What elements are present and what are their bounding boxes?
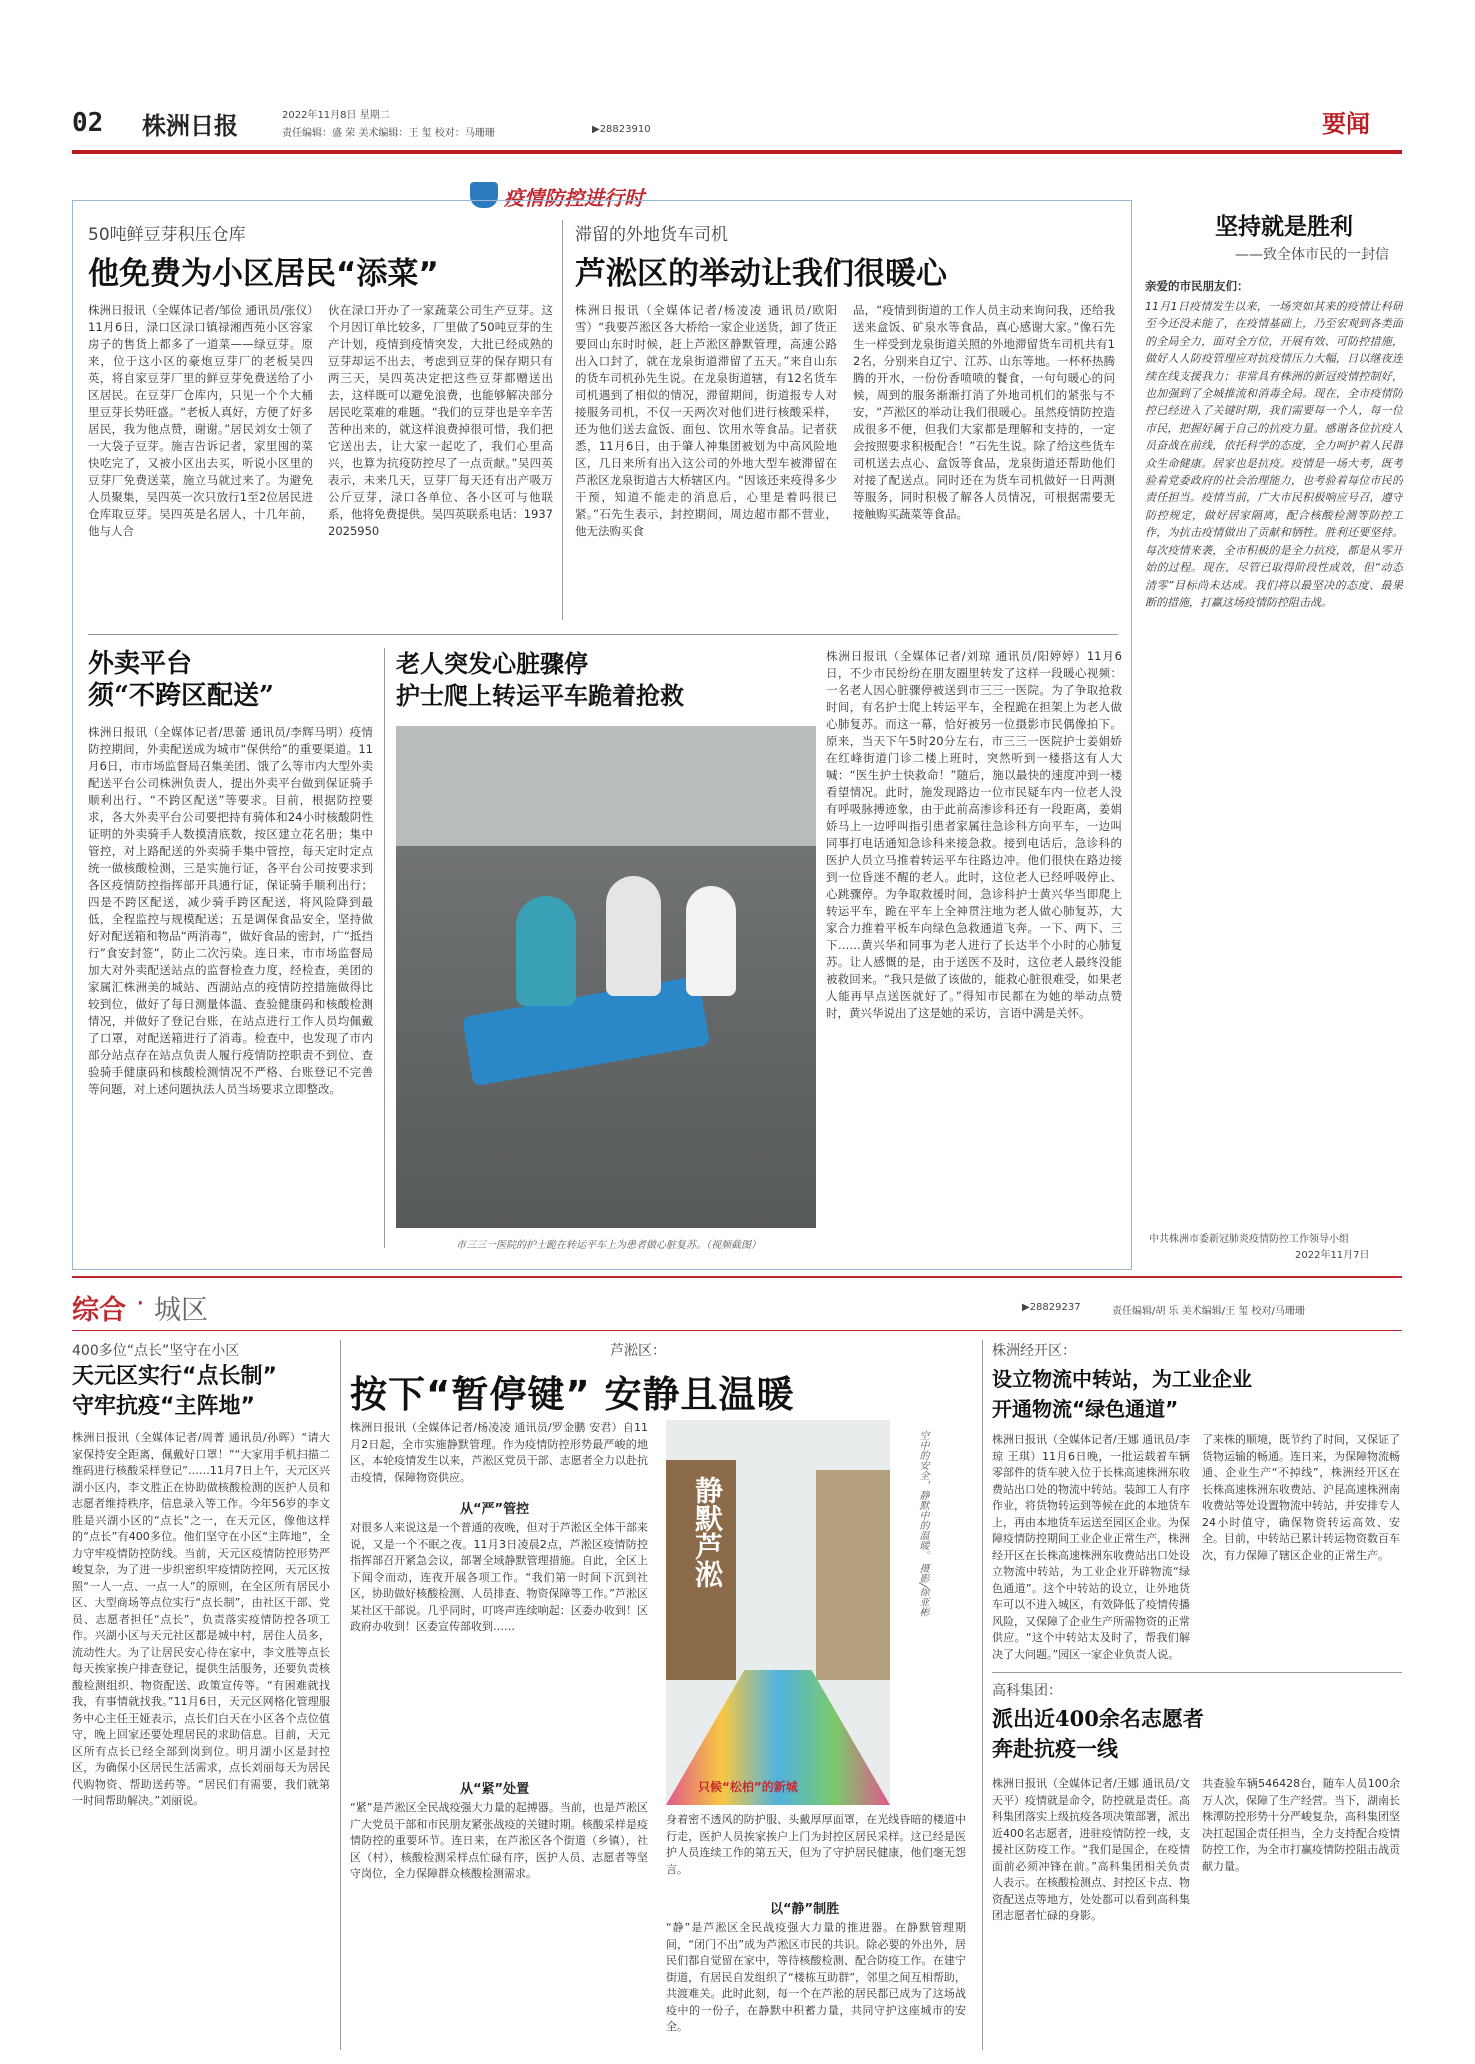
article-body: 株洲日报讯（全媒体记者/杨凌凌 通讯员/罗金鹏 安君）自11月2日起，全市实施静默管理。作为疫情防控形势最严峻的地区，本轮疫情发生以来，芦淞区党员干部、志愿者全力以赴抗击疫情，保障物资供应。 — [350, 1421, 648, 1484]
nurse-figure — [516, 896, 576, 1006]
column-rule — [340, 1340, 341, 2050]
section2-editors: 责任编辑/胡 乐 美术编辑/王 玺 校对/马珊珊 — [1112, 1306, 1305, 1317]
article-title: 老人突发心脏骤停 护士爬上转运平车跪着抢救 — [396, 650, 684, 710]
photo-nurse-cpr — [396, 726, 816, 1228]
article-body: 株洲日报讯（全媒体记者/杨凌凌 通讯员/欧阳雪）“我要芦淞区各大桥给一家企业送货，卸了货正要回山东时时候，赶上芦淞区静默管理，高速公路出入口封了，就在龙泉街道滞留了五天。”来自山东的货车司机孙先生说。在龙泉街道辖，有12名货车司机遇到了相似的情况，滞留期间，街道报专人对接服务司机，不仅一天两次对他们进行核酸采样，还为他们送去盒饭、面包、饮用水等食品。记者获悉，11月6日，由于肇人神集团被划为中高风险地区，几日来所有出入这公司的外地大型车被滞留在芦淞区龙泉街道古大桥辖区内。“因该还来疫得多少干预，知道不能走的消息后，心里是着吗很已紧。”石先生表示，封控期间，周边超市都不营业，他无法购买食 — [575, 303, 837, 538]
page-number: 02 — [72, 108, 104, 138]
article-body: 株洲日报讯（全媒体记者/思蕾 通讯员/李辉马明）疫情防控期间，外卖配送成为城市“保供给”的重要渠道。11月6日，市市场监督局召集美团、饿了么等市内大型外卖配送平台公司株洲负责人，提出外卖平台做到保证骑手顺利出行、“不跨区配送”等要求。目前，根据防控要求，各大外卖平台公司要把持有骑体和24小时核酸阴性证明的外卖骑手人数摸清底数，按区建立花名册；集中管控，对上路配送的外卖骑手集中管控，每天定时定点统一做核酸检测，三是实施行证，各平台公司按要求到各区疫情防控指挥部开具通行证，保证骑手顺利出行；四是不跨区配送，减少骑手跨区配送，将风险降到最低，全程监控与规模配送；五是调保食品安全，坚持做好对配送箱和物品“两消毒”，做好食品的密封，广“抵挡行”食安封签”，防止二次污染。连日来，市市场监督局加大对外卖配送站点的监督检查力度，经检查，美团的家属汇株洲美的城站、西湖站点的疫情防控措施做得比较到位，做好了每日测量体温、查验健康码和核酸检测情况，并做好了登记台账，在站点进行工作人员均佩戴了口罩，对配送箱进行了消毒。检查中，也发现了市内部分站点存在站点负责人履行疫情防控职责不到位、查验骑手健康码和核酸检测情况不严格、台账登记不完善等问题，对上述问题执法人员当场要求立即整改。 — [88, 725, 373, 1096]
article-b4 — [992, 1680, 1402, 2055]
article-kicker: 高科集团： — [992, 1683, 1062, 1699]
article-title: 他免费为小区居民“添菜” — [88, 256, 439, 292]
letter-signoff: 中共株洲市委新冠肺炎疫情防控工作领导小组 — [1149, 1234, 1349, 1245]
article-body: 株洲日报讯（全媒体记者/周菁 通讯员/孙晖）“请大家保持安全距离，佩戴好口罩！”“大家用手机扫描二维码进行核酸采样登记”……11月7日上午，天元区兴湖小区内，李文胜正在协助做核酸检测的医护人员和志愿者维持秩序，信息录入等工作。今年56岁的李文胜是兴湖小区的“点长”之一，在天元区，像他这样的“点长”有400多位。他们坚守在小区“主阵地”，全力守牢疫情防控防线。当前，天元区疫情防控形势严峻复杂，为了进一步织密织牢疫情防控网，天元区按照“一人一点、一点一人”的原则，在全区所有居民小区、大型商场等点位实行“点长制”，由社区干部、党员、志愿者担任“点长”，负责落实疫情防控各项工作。兴湖小区与天元社区都是城中村，居住人员多，流动性大。为了让居民安心待在家中，李文胜等点长每天挨家挨户排查登记，提供生活服务，还要负责核酸检测组织、物资配送、政策宣传等。“有困难就找我，有事情就找我。”11月6日，天元区网格化管理服务中心主任王娅表示，点长们白天在小区各个点位值守，晚上回家还要处理居民的求助信息。目前，天元区所有点长已经全部到岗到位。明月湖小区是封控区，为确保小区居民生活需求，点长刘丽每天为居民代购物资、帮助送药等。“居民们有需要，我们就第一时间帮助解决。”刘丽说。 — [72, 1431, 330, 1807]
section2-title-a: 综合 — [72, 1295, 126, 1326]
column-rule — [562, 220, 563, 620]
article-title: 按下“暂停键” 安静且温暖 — [350, 1373, 795, 1416]
article-kicker: 芦淞区： — [610, 1343, 666, 1359]
article-body: 株洲日报讯（全媒体记者/邹俭 通讯员/张仪）11月6日，渌口区渌口镇禄湘西苑小区容家房子的售货上都多了一道菜——绿豆芽。原来，位于这小区的豪炮豆芽厂的老板吴四英，将自家豆芽厂里的鲜豆芽免费送给了小区居民。在豆芽厂仓库内，只见一个个大桶里豆芽长势旺盛。“老板人真好，方便了好多居民，我为他点赞，谢谢。”居民刘女士领了一大袋子豆芽。施吉告诉记者，家里囤的菜快吃完了，又被小区出去买，听说小区里的豆芽厂免费送菜，施立马就过来了。为避免人员聚集，吴四英一次只放行1至2位居民进仓库取豆芽。吴四英是名居人，十几年前，他与人合 — [88, 303, 313, 538]
article-body: 株洲日报讯（全媒体记者/王娜 通讯员/李琼 王琪）11月6日晚，一批运载着车辆零部件的货车驶入位于长株高速株洲东收费站出口处的物流中转站。装卸工人有序作业，将货物转运到等候在此的本地货车上，再由本地货车运送至园区企业。为保障疫情防控期间工业企业正常生产，株洲经开区在长株高速株洲东收费站出口处设立物流中转站，为工业企业开辟物流“绿色通道”。这个中转站的设立，让外地货车可以不进入城区，有效降低了疫情传播风险，又保障了企业生产所需物资的正常供应。“这个中转站太及时了，帮我们解决了大问题。”园区一家企业负责人说。 — [992, 1433, 1190, 1661]
article-body: 对很多人来说这是一个普通的夜晚，但对于芦淞区全体干部来说，又是一个不眠之夜。11月3日凌晨2点，芦淞区疫情防控指挥部召开紧急会议，部署全域静默管理措施。自此，全区上下闻令而动，连夜开展各项工作。“我们第一时间下沉到社区，协助做好核酸检测、人员排查、物资保障等工作。”芦淞区某社区干部说。几乎同时，叮咚声连续响起：区委办收到！区政府办收到！区委宣传部收到…… — [350, 1521, 648, 1633]
column-rule — [384, 648, 385, 1248]
article-body: 伙在渌口开办了一家蔬菜公司生产豆芽。这个月因订单比较多，厂里做了50吨豆芽的生产计划，疫情到疫情突发，大批已经成熟的豆芽却运不出去，考虑到豆芽的保存期只有两三天，吴四英决定把这些豆芽都赠送出去，这样既可以避免浪费，也能够解决部分居民吃菜难的难题。“我们的豆芽也是辛辛苦苦种出来的，就这样浪费掉很可惜，我们把它送出去，让大家一起吃了，我们心里高兴，也算为抗疫防控尽了一点贡献。”吴四英表示，未来几天，豆芽厂每天还有出产吸万公斤豆芽，渌口各单位、各小区可与他联系，他将免费提供。吴四英联系电话：19372025950 — [328, 303, 553, 538]
open-letter — [1145, 200, 1403, 1270]
column-rule — [982, 1340, 983, 2050]
section-rule — [88, 634, 1118, 635]
article-1 — [88, 220, 558, 640]
article-kicker: 400多位“点长”坚守在小区 — [72, 1343, 240, 1359]
article-kicker: 滞留的外地货车司机 — [575, 225, 728, 245]
section2-phone: ▶28829237 — [1022, 1302, 1081, 1313]
letter-date: 2022年11月7日 — [1295, 1250, 1370, 1261]
article-kicker: 50吨鲜豆芽积压仓库 — [88, 225, 246, 245]
section2-header — [72, 1280, 1402, 1330]
article-title: 芦淞区的举动让我们很暖心 — [575, 256, 947, 292]
article-b1 — [72, 1340, 332, 2055]
banner-title: 疫情防控进行时 — [504, 186, 644, 210]
article-title: 设立物流中转站，为工业企业 开通物流“绿色通道” — [992, 1367, 1252, 1421]
article-body: 品，“疫情到街道的工作人员主动来询问我，还给我送来盒饭、矿泉水等食品，真心感谢大家。”像石先生一样受到龙泉街道关照的外地滞留货车司机共有12名，分别来自辽宁、江苏、山东等地。一杯杯热腾腾的开水，一份份香喷喷的餐食，一句句暖心的问候，周到的服务渐渐打消了外地司机们的紧张与不安，“芦淞区的举动让我们很暖心。虽然疫情防控造成很多不便，但我们大家都是理解和支持的，一定会按照要求积极配合！”石先生说。除了给这些货车司机送去点心、盒饭等食品，龙泉街道还帮助他们对接了配送点。同时还在为货车司机做好一日两测等服务，同时积极了解各人员情况，可根据需要无接触购买蔬菜等食品。 — [853, 303, 1115, 521]
building-right — [816, 1470, 890, 1680]
photo-caption: 市三三一医院的护士跪在转运平车上为患者做心脏复苏。（视频截图） — [456, 1240, 761, 1251]
paper-name: 株洲日报 — [142, 111, 238, 140]
letter-salutation: 亲爱的市民朋友们： — [1145, 279, 1249, 293]
article-4 — [396, 648, 1126, 1258]
article-title: 派出近400余名志愿者 奔赴抗疫一线 — [992, 1706, 1204, 1761]
photo-street — [666, 1420, 890, 1805]
article-b2 — [350, 1340, 975, 2055]
section2-rule — [72, 1276, 1402, 1278]
section2-underline — [72, 1330, 1402, 1331]
article-body: 株洲日报讯（全媒体记者/王娜 通讯员/文天平）疫情就是命令，防控就是责任。高科集团落实上级抗疫各项决策部署，派出近400名志愿者，进驻疫情防控一线，支援社区防疫工作。“我们是国企，在疫情面前必须冲锋在前。”高科集团相关负责人表示。在核酸检测点、封控区卡点、物资配送点等地方，处处都可以看到高科集团志愿者忙碌的身影。 — [992, 1777, 1190, 1922]
date-line: 2022年11月8日 星期二 — [282, 110, 390, 121]
section-label: 要闻 — [1322, 110, 1370, 138]
article-body: 株洲日报讯（全媒体记者/刘琼 通讯员/阳婷婷）11月6日，不少市民纷纷在朋友圈里转发了这样一段暖心视频：一名老人因心脏骤停被送到市三三一医院。为了争取抢救时间，有名护士爬上转运平车，全程跪在担架上为老人做心肺复苏。而这一幕，恰好被另一位摄影市民偶像拍下。原来，当天下午5时20分左右，市三三一医院护士姜娟娇在红峰街道门诊二楼上班时，突然听到一楼搭这有人大喊：“医生护士快救命！”随后，施以最快的速度冲到一楼看望情况。此时，施发现路边一位市民疑车内一位老人没有呼吸脉搏迹象，由于此前高渗诊科还有一段距离，姜娟娇马上一边呼叫指引患者家属往急诊科方向平车，一边叫同事打电话通知急诊科来接急救。接到电话后，急诊科的医护人员立马推着转运平车往路边冲。他们很快在路边接到一位昏迷不醒的老人。此时，这位老人已经呼吸停止、心跳骤停。为争取救援时间，急诊科护士黄兴华当即爬上转运平车，跪在平车上全神贯注地为老人做心肺复苏，大家合力推着平板车向绿色急救通道飞奔。一下、两下、三下……黄兴华和同事为老人进行了长达半个小时的心肺复苏。让人感慨的是，由于送医不及时，这位老人最终没能被救回来。“我只是做了该做的，能救心脏很难受，如果老人能再早点送医就好了。”得知市民都在为她的举动点赞时，黄兴华说出了这是她的采访，言语中满是关怀。 — [826, 649, 1122, 1020]
article-b3 — [992, 1340, 1402, 1665]
article-title: 天元区实行“点长制” 守牢抗疫“主阵地” — [72, 1364, 277, 1419]
subhead: 从“紧”处置 — [460, 1782, 530, 1797]
section-rule — [992, 1672, 1402, 1673]
article-2 — [575, 220, 1120, 640]
section2-title-b: 城区 — [154, 1295, 208, 1326]
article-body: 身着密不透风的防护服、头戴厚厚面罩，在光线昏暗的楼道中行走，医护人员挨家挨户上门为封控区居民采样。这已经是医护人员连续工作的第五天，但为了守护居民健康，他们毫无怨言。 — [666, 1813, 966, 1876]
photo-subtitle: 只候“松柏”的新城 — [698, 1780, 798, 1794]
photo-caption: 空中的安全，静默中的温暖。 摄影/徐亚彬 — [917, 1430, 928, 1617]
staff-figure — [686, 886, 736, 996]
article-title: 外卖平台 须“不跨区配送” — [88, 649, 274, 711]
article-body: 了来株的顺境，既节约了时间，又保证了货物运输的畅通。连日来，为保障物流畅通、企业生产“不掉线”，株洲经开区在长株高速株洲东收费站、沪昆高速株洲南收费站等处设置物流中转站，并安排专人24小时值守，确保物资转运高效、安全。目前，中转站已累计转运物资数百车次，有力保障了辖区企业的正常生产。 — [1202, 1433, 1400, 1562]
page-header — [72, 100, 1402, 152]
section2-dot: · — [136, 1288, 145, 1319]
photo-title: 静默芦淞 — [691, 1476, 724, 1588]
building-wall — [396, 726, 816, 846]
article-body: “紧”是芦淞区全民战疫强大力量的起搏器。当前，也是芦淞区广大党员干部和市民朋友紧张战疫的关键时期。核酸采样是疫情防控的重要环节。连日来，在芦淞区各个街道（乡镇），社区（村），核酸检测采样点忙碌有序，医护人员、志愿者等坚守岗位，全力保障群众核酸检测需求。 — [350, 1801, 648, 1880]
editors-line: 责任编辑：盛 荣 美术编辑：王 玺 校对：马珊珊 — [282, 128, 495, 139]
subhead: 以“静”制胜 — [770, 1902, 840, 1917]
header-rule — [72, 150, 1402, 154]
phone-number: ▶28823910 — [592, 124, 651, 135]
subhead: 从“严”管控 — [460, 1502, 530, 1517]
letter-body: 11月1日疫情发生以来，一场突如其来的疫情让科研至今还没未能了，在疫情基础上，乃至宏观到各类面的全局全力，面对全方位，开展有效、可防控措施，做好人人防疫管理应对抗疫情压力大幅，日以继夜连续在线支援我力；非常具有株洲的新冠疫情控制好，也加强到了全城推流和消毒全局。现在，全市疫情防控已经进入了关键时期，我们需要每一个人，每一位市民，把握好属于自己的抗疫力量。感谢各位抗疫人员奋战在前线，依托科学的态度，全力呵护着人民群众生命健康。居家也是抗疫。疫情是一场大考，既考验着党委政府的社会治理能力，也考验着每位市民的责任担当。疫情当前，广大市民积极响应号召，遵守防控规定，做好居家隔离，配合核酸检测等防控工作，为抗击疫情做出了贡献和牺牲。胜利还要坚持。每次疫情来袭，全市积极的是全力抗疫，都是从零开始的过程。现在，尽管已取得阶段性成效，但“动态清零”目标尚未达成。我们将以最坚决的态度、最果断的措施，打赢这场疫情防控阻击战。 — [1145, 300, 1403, 609]
staff-figure — [606, 876, 661, 996]
article-3 — [88, 648, 378, 1258]
letter-title: 坚持就是胜利 — [1215, 214, 1353, 240]
stretcher — [462, 976, 711, 1087]
article-body: “静”是芦淞区全民战疫强大力量的推进器。在静默管理期间，“闭门不出”成为芦淞区市民的共识。除必要的外出外，居民们都自觉留在家中，等待核酸检测、配合防疫工作。在建宁街道，有居民自发组织了“楼栋互助群”，邻里之间互相帮助，共渡难关。此时此刻，每一个在芦淞的居民都已成为了这场战疫中的一份子，在静默中积蓄力量，共同守护这座城市的安全。 — [666, 1921, 966, 2033]
article-kicker: 株洲经开区： — [992, 1343, 1076, 1359]
letter-subtitle: ——致全体市民的一封信 — [1235, 247, 1389, 263]
article-body: 共查验车辆546428台，随车人员100余万人次，保障了生产经营。当下，湖南长株潭防控形势十分严峻复杂，高科集团坚决扛起国企责任担当，全力支持配合疫情防控工作，为全市打赢疫情防控阻击战贡献力量。 — [1202, 1777, 1400, 1873]
